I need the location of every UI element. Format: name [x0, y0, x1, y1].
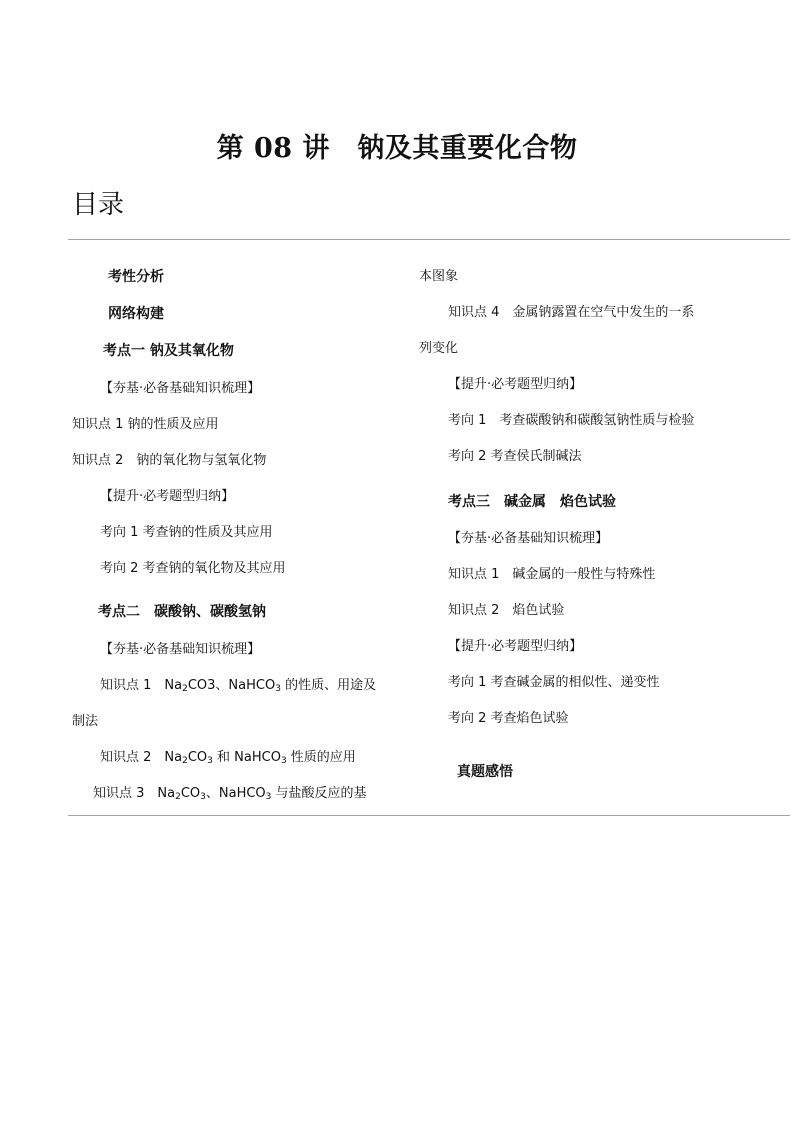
text-segment: CO3、NaHCO	[187, 678, 276, 693]
toc-entry-basics-1[interactable]: 【夯基·必备基础知识梳理】	[100, 381, 261, 396]
toc-entry-knowledge-1-2[interactable]: 知识点 2 钠的氧化物与氢氧化物	[72, 453, 267, 468]
subscript: 3	[207, 756, 213, 766]
toc-entry-improve-2[interactable]: 【提升·必考题型归纳】	[448, 377, 583, 392]
toc-top-divider	[68, 239, 790, 240]
text-segment: 性质的应用	[286, 750, 356, 765]
text-segment: 知识点 3 Na	[93, 786, 176, 801]
toc-entry-knowledge-2-4[interactable]: 知识点 4 金属钠露置在空气中发生的一系	[448, 305, 695, 320]
toc-entry-knowledge-2-3-cont[interactable]: 本图象	[419, 269, 459, 284]
toc-entry-knowledge-2-1-cont[interactable]: 制法	[72, 714, 99, 729]
subscript: 2	[182, 756, 188, 766]
toc-heading: 目录	[72, 190, 125, 220]
toc-entry-improve-3[interactable]: 【提升·必考题型归纳】	[448, 639, 583, 654]
toc-entry-network[interactable]: 网络构建	[108, 306, 164, 322]
toc-bottom-divider	[68, 815, 790, 816]
subscript: 2	[175, 792, 181, 802]
toc-entry-topic-1[interactable]: 考点一 钠及其氧化物	[103, 343, 234, 359]
text-segment: CO	[180, 786, 201, 801]
subscript: 3	[265, 792, 272, 802]
toc-entry-real-exam[interactable]: 真题感悟	[457, 764, 513, 780]
toc-entry-improve-1[interactable]: 【提升·必考题型归纳】	[100, 489, 235, 504]
toc-entry-direction-1-2[interactable]: 考向 2 考查钠的氧化物及其应用	[100, 561, 286, 576]
subscript: 3	[275, 684, 281, 694]
toc-entry-knowledge-2-4-cont[interactable]: 列变化	[419, 341, 459, 356]
toc-entry-direction-3-1[interactable]: 考向 1 考查碱金属的相似性、递变性	[448, 675, 660, 690]
toc-entry-knowledge-2-3[interactable]	[93, 785, 367, 803]
text-segment: CO	[187, 750, 208, 765]
text-segment: 与盐酸反应的基	[271, 786, 367, 801]
toc-entry-knowledge-3-2[interactable]: 知识点 2 焰色试验	[448, 603, 565, 618]
text-segment: 、NaHCO	[205, 786, 266, 801]
toc-entry-direction-2-1[interactable]: 考向 1 考查碳酸钠和碳酸氢钠性质与检验	[448, 413, 695, 428]
toc-entry-direction-3-2[interactable]: 考向 2 考查焰色试验	[448, 711, 569, 726]
toc-entry-basics-3[interactable]: 【夯基·必备基础知识梳理】	[448, 531, 609, 546]
toc-entry-exam-analysis[interactable]: 考性分析	[108, 269, 164, 285]
toc-entry-topic-2[interactable]: 考点二 碳酸钠、碳酸氢钠	[98, 604, 266, 620]
text-segment: 的性质、用途及	[280, 678, 377, 693]
toc-entry-knowledge-1-1[interactable]: 知识点 1 钠的性质及应用	[72, 417, 219, 432]
subscript: 2	[182, 684, 188, 694]
toc-entry-topic-3[interactable]: 考点三 碱金属 焰色试验	[448, 494, 616, 510]
toc-entry-direction-1-1[interactable]: 考向 1 考查钠的性质及其应用	[100, 525, 273, 540]
subscript: 3	[200, 792, 206, 802]
document-title: 第 08 讲 钠及其重要化合物	[216, 133, 578, 164]
toc-entry-knowledge-2-1[interactable]	[100, 677, 376, 695]
text-segment: 和 NaHCO	[212, 750, 281, 765]
toc-entry-knowledge-3-1[interactable]: 知识点 1 碱金属的一般性与特殊性	[448, 567, 656, 582]
subscript: 3	[280, 756, 287, 766]
text-segment: 知识点 2 Na	[100, 750, 183, 765]
toc-entry-direction-2-2[interactable]: 考向 2 考查侯氏制碱法	[448, 449, 582, 464]
toc-entry-knowledge-2-2[interactable]	[100, 749, 356, 767]
text-segment: 知识点 1 Na	[100, 678, 183, 693]
toc-entry-basics-2[interactable]: 【夯基·必备基础知识梳理】	[100, 642, 261, 657]
